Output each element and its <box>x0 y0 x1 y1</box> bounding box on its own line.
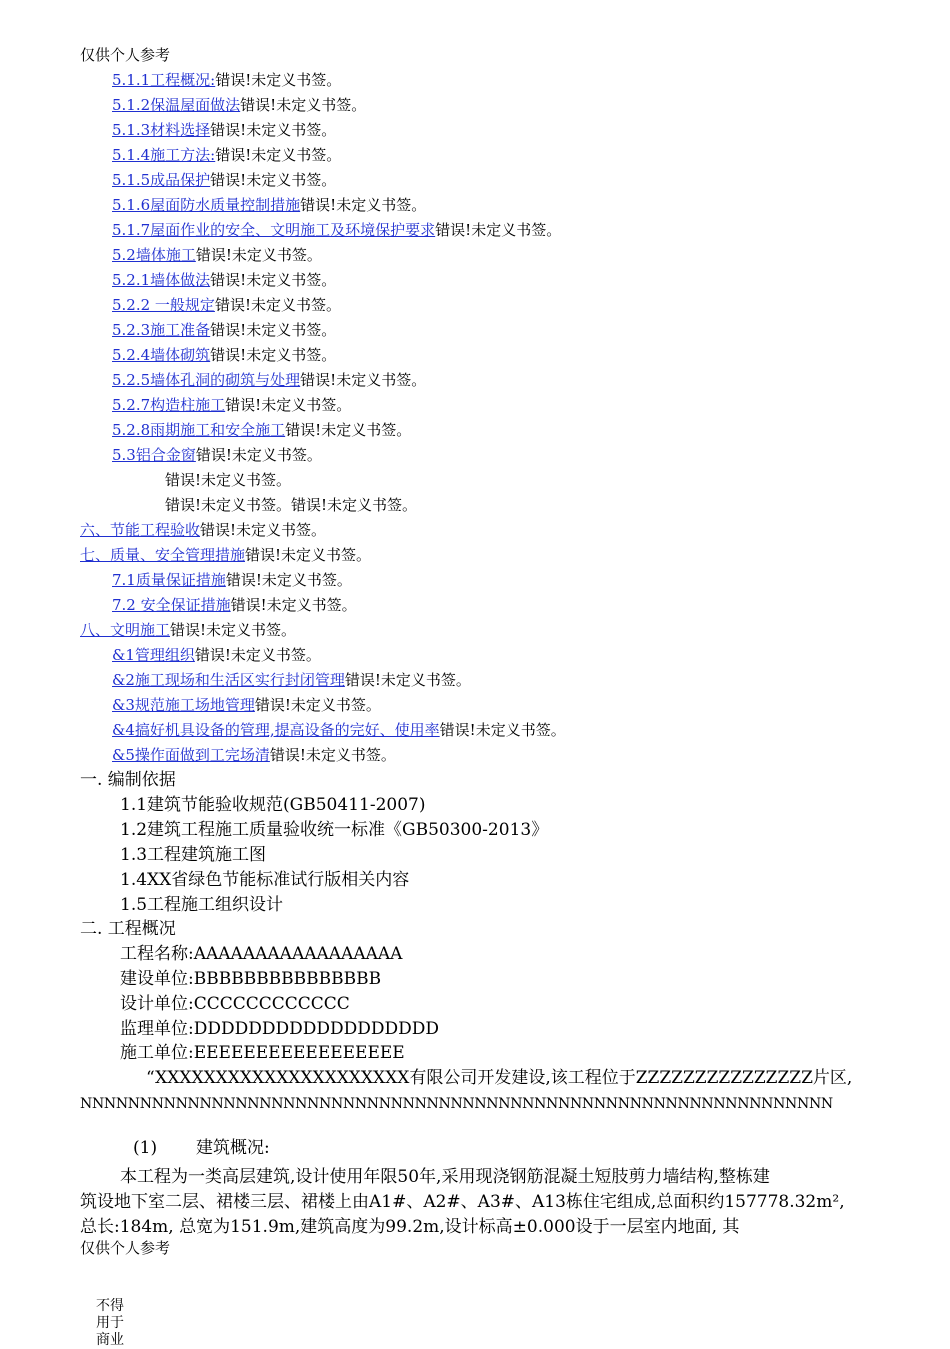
toc-link[interactable]: 5.2.5墙体孔洞的砌筑与处理 <box>112 371 301 389</box>
toc-entry[interactable] <box>112 120 336 140</box>
toc-link[interactable]: 5.1.2保温屋面做法 <box>112 96 241 114</box>
paragraph-line: 筑设地下室二层、裙楼三层、裙楼上由A1#、A2#、A3#、A13栋住宅组成,总面积约157778.32m², <box>80 1192 845 1212</box>
toc-link[interactable]: 5.1.5成品保护 <box>112 171 211 189</box>
toc-link[interactable]: &1管理组织 <box>112 646 195 664</box>
toc-error-text: 错误!未定义书签。 <box>210 346 337 364</box>
toc-link[interactable]: 5.2.7构造柱施工 <box>112 396 226 414</box>
toc-link[interactable]: &5操作面做到工完场清 <box>112 746 270 764</box>
toc-link[interactable]: 5.1.4施工方法: <box>112 146 216 164</box>
toc-error-text: 错误!未定义书签。 <box>439 721 566 739</box>
toc-entry[interactable] <box>112 145 341 165</box>
toc-error-text: 错误!未定义书签。 <box>245 546 372 564</box>
toc-error-text: 错误!未定义书签。 <box>225 396 352 414</box>
toc-link[interactable]: 5.2.2 一般规定 <box>112 296 215 314</box>
toc-link[interactable]: 5.3铝合金窗 <box>112 446 196 464</box>
toc-entry[interactable] <box>112 220 561 240</box>
header-note: 仅供个人参考 <box>80 46 171 64</box>
toc-entry[interactable] <box>112 695 381 715</box>
toc-error-text: 错误!未定义书签。 <box>210 271 337 289</box>
intro-line-2: NNNNNNNNNNNNNNNNNNNNNNNNNNNNNNNNNNNNNNNNNNNNNNNNNNNNNNNNNNNNNNN <box>80 1096 833 1112</box>
toc-entry[interactable] <box>80 545 371 565</box>
toc-link[interactable]: &2施工现场和生活区实行封闭管理 <box>112 671 345 689</box>
toc-link[interactable]: 5.2.4墙体砌筑 <box>112 346 211 364</box>
toc-error-text: 错误!未定义书签。 <box>195 246 322 264</box>
project-field: 设计单位:CCCCCCCCCCCC <box>120 994 350 1014</box>
toc-entry[interactable] <box>112 445 322 465</box>
toc-error-text: 错误!未定义书签。 <box>194 646 321 664</box>
toc-entry[interactable] <box>112 745 396 765</box>
toc-entry[interactable] <box>112 345 336 365</box>
toc-link[interactable]: 5.2墙体施工 <box>112 246 196 264</box>
toc-entry[interactable] <box>112 370 426 390</box>
paragraph-line: 总长:184m, 总宽为151.9m,建筑高度为99.2m,设计标高±0.000设于一层室内地面, 其 <box>80 1217 740 1237</box>
project-field: 监理单位:DDDDDDDDDDDDDDDDDD <box>120 1019 440 1039</box>
toc-link[interactable]: 5.1.7屋面作业的安全、文明施工及环境保护要求 <box>112 221 436 239</box>
toc-error-text: 错误!未定义书签。 <box>254 696 381 714</box>
toc-entry <box>165 470 291 490</box>
toc-link[interactable]: 5.1.1工程概况: <box>112 71 216 89</box>
toc-link[interactable]: 六、节能工程验收 <box>80 521 201 539</box>
toc-error-text: 错误!未定义书签。 <box>291 496 418 514</box>
toc-link[interactable]: &3规范施工场地管理 <box>112 696 255 714</box>
toc-link[interactable]: 7.1质量保证措施 <box>112 571 226 589</box>
toc-entry[interactable] <box>112 170 336 190</box>
toc-error-text: 错误!未定义书签。 <box>165 496 292 514</box>
toc-entry <box>165 495 417 515</box>
toc-entry[interactable] <box>112 70 341 90</box>
toc-link[interactable]: 八、文明施工 <box>80 621 171 639</box>
project-field: 工程名称:AAAAAAAAAAAAAAAAA <box>120 944 403 964</box>
toc-entry[interactable] <box>112 420 411 440</box>
toc-entry[interactable] <box>112 320 336 340</box>
toc-error-text: 错误!未定义书签。 <box>269 746 396 764</box>
toc-error-text: 错误!未定义书签。 <box>300 371 427 389</box>
toc-entry[interactable] <box>112 195 426 215</box>
toc-error-text: 错误!未定义书签。 <box>300 196 427 214</box>
footer-note: 仅供个人参考 <box>80 1239 171 1257</box>
toc-entry[interactable] <box>112 595 357 615</box>
toc-link[interactable]: 7.2 安全保证措施 <box>112 596 231 614</box>
toc-error-text: 错误!未定义书签。 <box>285 421 412 439</box>
toc-entry[interactable] <box>112 570 352 590</box>
sub-heading-text: 建筑概况: <box>196 1138 270 1158</box>
toc-error-text: 错误!未定义书签。 <box>210 171 337 189</box>
toc-error-text: 错误!未定义书签。 <box>170 621 297 639</box>
toc-error-text: 错误!未定义书签。 <box>210 121 337 139</box>
side-note-line: 不得 <box>96 1298 124 1314</box>
toc-error-text: 错误!未定义书签。 <box>210 321 337 339</box>
toc-error-text: 错误!未定义书签。 <box>200 521 327 539</box>
toc-link[interactable]: &4搞好机具设备的管理,提高设备的完好、使用率 <box>112 721 440 739</box>
toc-error-text: 错误!未定义书签。 <box>215 146 342 164</box>
toc-error-text: 错误!未定义书签。 <box>435 221 562 239</box>
toc-link[interactable]: 5.2.1墙体做法 <box>112 271 211 289</box>
toc-error-text: 错误!未定义书签。 <box>195 446 322 464</box>
toc-entry[interactable] <box>112 395 351 415</box>
toc-error-text: 错误!未定义书签。 <box>165 471 292 489</box>
project-field: 施工单位:EEEEEEEEEEEEEEEEE <box>120 1043 405 1063</box>
paragraph-line: 本工程为一类高层建筑,设计使用年限50年,采用现浇钢筋混凝土短肢剪力墙结构,整栋建 <box>120 1167 770 1187</box>
basis-item: 1.4XX省绿色节能标准试行版相关内容 <box>120 870 410 890</box>
toc-entry[interactable] <box>112 95 366 115</box>
toc-error-text: 错误!未定义书签。 <box>240 96 367 114</box>
toc-link[interactable]: 5.1.6屋面防水质量控制措施 <box>112 196 301 214</box>
basis-item: 1.2建筑工程施工质量验收统一标准《GB50300-2013》 <box>120 820 549 840</box>
basis-item: 1.1建筑节能验收规范(GB50411-2007) <box>120 795 426 815</box>
toc-link[interactable]: 七、质量、安全管理措施 <box>80 546 246 564</box>
sub-heading-number: (1) <box>133 1138 158 1158</box>
side-note-line: 用于 <box>96 1315 124 1331</box>
intro-line-1: “XXXXXXXXXXXXXXXXXXXXX有限公司开发建设,该工程位于ZZZZZZZZZZZZZZZ片区, <box>146 1068 853 1088</box>
toc-entry[interactable] <box>112 720 566 740</box>
toc-entry[interactable] <box>112 670 471 690</box>
toc-entry[interactable] <box>80 620 296 640</box>
toc-error-text: 错误!未定义书签。 <box>344 671 471 689</box>
toc-link[interactable]: 5.2.8雨期施工和安全施工 <box>112 421 286 439</box>
toc-entry[interactable] <box>112 645 321 665</box>
toc-link[interactable]: 5.1.3材料选择 <box>112 121 211 139</box>
toc-entry[interactable] <box>112 295 341 315</box>
project-field: 建设单位:BBBBBBBBBBBBBBB <box>120 969 382 989</box>
toc-error-text: 错误!未定义书签。 <box>225 571 352 589</box>
section2-heading: 二. 工程概况 <box>80 919 176 939</box>
basis-item: 1.3工程建筑施工图 <box>120 845 267 865</box>
toc-link[interactable]: 5.2.3施工准备 <box>112 321 211 339</box>
side-note-line: 商业 <box>96 1332 124 1348</box>
toc-entry[interactable] <box>112 270 336 290</box>
toc-error-text: 错误!未定义书签。 <box>214 296 341 314</box>
side-watermark-note <box>96 1298 132 1349</box>
section1-heading: 一. 编制依据 <box>80 770 176 790</box>
toc-entry[interactable] <box>80 520 326 540</box>
toc-error-text: 错误!未定义书签。 <box>230 596 357 614</box>
toc-entry[interactable] <box>112 245 322 265</box>
basis-item: 1.5工程施工组织设计 <box>120 895 284 915</box>
toc-error-text: 错误!未定义书签。 <box>215 71 342 89</box>
